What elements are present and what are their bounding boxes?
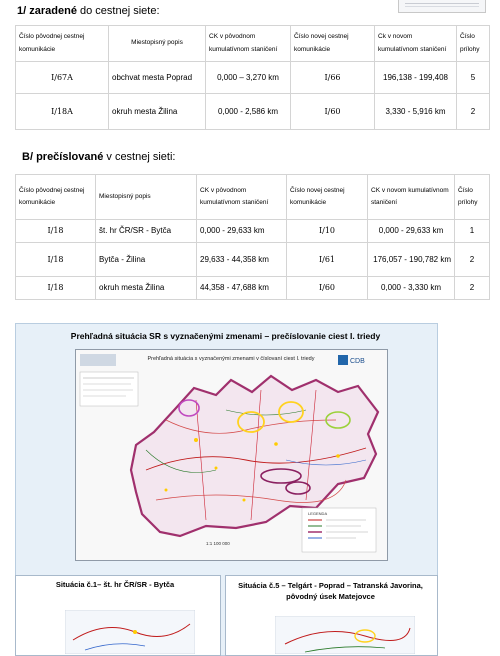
table-row xyxy=(16,94,490,130)
header-cell: Číslo novej cestnej komunikácie xyxy=(287,175,368,220)
situation-1-title: Situácia č.1– št. hr ČR/SR - Bytča xyxy=(55,580,175,589)
header-cell: Číslo pôvodnej cestnej komunikácie xyxy=(16,175,96,220)
cell: I/60 xyxy=(291,94,375,130)
cell: 44,358 - 47,688 km xyxy=(197,277,287,300)
header-cell: Ck v novom kumulatívnom staničení xyxy=(375,26,457,62)
cell: 1 xyxy=(455,220,490,243)
situation-5-map-snippet xyxy=(275,616,415,654)
map-legend-title: LEGENDA xyxy=(308,511,328,516)
slovakia-map-graphic xyxy=(76,350,387,560)
cell: 2 xyxy=(455,243,490,277)
map-figure-title: Prehľadná situácia SR s vyznačenými zmenami – prečíslovanie ciest I. triedy xyxy=(70,331,381,341)
cell: 176,057 - 190,782 km xyxy=(368,243,455,277)
table-header-row xyxy=(16,175,490,220)
cell: št. hr ČR/SR - Bytča xyxy=(96,220,197,243)
table-header-row xyxy=(16,26,490,62)
cell: I/18 xyxy=(16,220,96,243)
cell: I/10 xyxy=(287,220,368,243)
cell: 0,000 – 3,270 km xyxy=(206,62,291,94)
section-heading-preciselovane: B/ prečíslované v cestnej sieti: xyxy=(22,151,176,163)
cell: 0,000 - 29,633 km xyxy=(197,220,287,243)
section-heading-zaradene: 1/ zaradené do cestnej siete: xyxy=(17,5,160,17)
cell: 196,138 - 199,408 xyxy=(375,62,457,94)
cell: I/66 xyxy=(291,62,375,94)
table-row xyxy=(16,243,490,277)
overview-map xyxy=(75,349,388,561)
table-row xyxy=(16,220,490,243)
header-cell: Číslo novej cestnej komunikácie xyxy=(291,26,375,62)
ministry-logo xyxy=(80,354,116,366)
header-cell: CK v pôvodnom kumulatívnom staničení xyxy=(197,175,287,220)
cell: I/18 xyxy=(16,277,96,300)
cell: Bytča - Žilina xyxy=(96,243,197,277)
header-cell: CK v pôvodnom kumulatívnom staničení xyxy=(206,26,291,62)
cell: 5 xyxy=(457,62,490,94)
cell: 0,000 - 29,633 km xyxy=(368,220,455,243)
cell: 29,633 - 44,358 km xyxy=(197,243,287,277)
page-thumbnail-strip xyxy=(398,0,486,13)
map-info-box xyxy=(80,372,138,406)
cell: I/61 xyxy=(287,243,368,277)
map-scale: 1:1 100 000 xyxy=(206,541,230,546)
header-cell: Miestopisný popis xyxy=(109,26,206,62)
cell: I/67A xyxy=(16,62,109,94)
cell: obchvat mesta Poprad xyxy=(109,62,206,94)
cell: 2 xyxy=(457,94,490,130)
cell: I/18 xyxy=(16,243,96,277)
table-preciselovane xyxy=(15,174,490,300)
table-zaradene xyxy=(15,25,490,130)
table-row xyxy=(16,277,490,300)
header-cell: Číslo prílohy xyxy=(457,26,490,62)
cdb-logo-text: CDB xyxy=(350,358,365,365)
map-inner-title: Prehľadná situácia s vyznačenými zmenami v číslovaní ciest I. triedy xyxy=(147,356,315,362)
situation-1-map-snippet xyxy=(65,610,195,654)
header-cell: Miestopisný popis xyxy=(96,175,197,220)
cell: 0,000 - 2,586 km xyxy=(206,94,291,130)
cell: 2 xyxy=(455,277,490,300)
cell: okruh mesta Žilina xyxy=(109,94,206,130)
situation-5-title: Situácia č.5 – Telgárt - Poprad – Tatranská Javorina, pôvodný úsek Matejovce xyxy=(238,581,423,602)
cell: 3,330 - 5,916 km xyxy=(375,94,457,130)
cell: okruh mesta Žilina xyxy=(96,277,197,300)
header-cell: CK v novom kumulatívnom staničení xyxy=(368,175,455,220)
cell: I/60 xyxy=(287,277,368,300)
table-row xyxy=(16,62,490,94)
cell: 0,000 - 3,330 km xyxy=(368,277,455,300)
header-cell: Číslo pôvodnej cestnej komunikácie xyxy=(16,26,109,62)
cell: I/18A xyxy=(16,94,109,130)
header-cell: Číslo prílohy xyxy=(455,175,490,220)
cdb-logo-mark xyxy=(338,355,348,365)
